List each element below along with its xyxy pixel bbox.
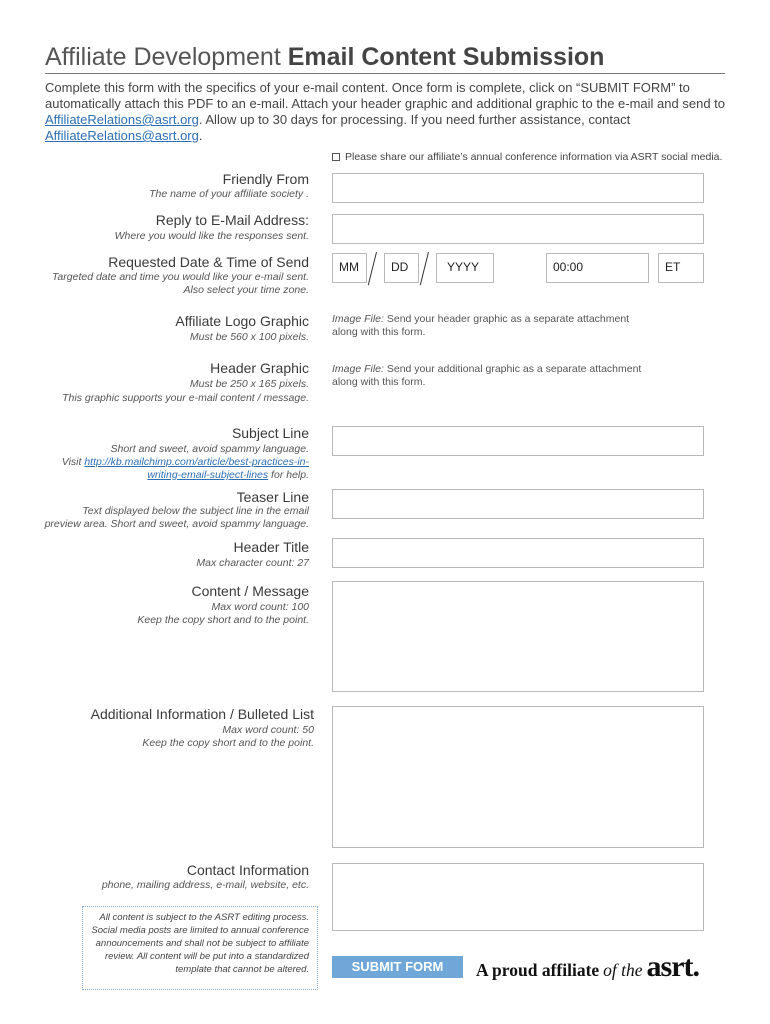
friendly-from-field[interactable] — [332, 173, 704, 203]
submit-form-button[interactable]: SUBMIT FORM — [332, 956, 463, 978]
send-date-hint-2: Also select your time zone. — [183, 284, 309, 296]
subject-line-hint-1: Short and sweet, avoid spammy language. — [110, 443, 309, 455]
subject-line-hint-2 — [62, 456, 309, 469]
asrt-logo-dot: . — [692, 950, 700, 983]
contact-info-hint: phone, mailing address, e-mail, website, etc. — [101, 879, 309, 891]
content-message-hint-1: Max word count: 100 — [211, 601, 309, 613]
header-note-line-2: along with this form. — [332, 376, 426, 388]
proud-affiliate-text: A proud affiliate — [476, 960, 600, 980]
additional-info-hint-1: Max word count: 50 — [222, 724, 314, 736]
header-graphic-note — [332, 363, 641, 389]
logo-note-line-1: Send your header graphic as a separate attachment — [383, 313, 630, 325]
title-bold: Email Content Submission — [287, 43, 605, 71]
email-link-2[interactable]: AffiliateRelations@asrt.org — [45, 128, 199, 143]
additional-info-label: Additional Information / Bulleted List — [90, 706, 314, 722]
header-graphic-label: Header Graphic — [210, 360, 309, 376]
disclaimer-box — [82, 906, 318, 990]
asrt-affiliate-branding — [476, 950, 699, 984]
subject-line-field[interactable] — [332, 426, 704, 456]
content-message-field[interactable] — [332, 581, 704, 692]
of-the-text: of the — [603, 960, 643, 980]
asrt-logo-text: asrt — [646, 950, 693, 983]
disclaimer-line-3: announcements and shall not be subject to affiliate — [95, 938, 309, 949]
header-note-line-1: Send your additional graphic as a separate attachment — [383, 363, 642, 375]
page-title — [45, 42, 725, 74]
day-field[interactable]: DD — [384, 253, 419, 283]
subject-line-label: Subject Line — [231, 425, 309, 441]
month-field[interactable]: MM — [332, 253, 367, 283]
logo-graphic-note — [332, 313, 629, 339]
reply-to-label: Reply to E-Mail Address: — [155, 212, 309, 228]
subject-hint-suffix: for help. — [268, 469, 309, 481]
header-graphic-hint-2: This graphic supports your e-mail content / message. — [62, 392, 309, 404]
intro-text-1: Complete this form with the specifics of your e-mail content. Once form is complete, click on “SUBMIT FORM” to automatically attach this PDF to an e-mail. Attach your header graphic and additional graphic to the e-mail and send to — [45, 80, 725, 111]
logo-graphic-label: Affiliate Logo Graphic — [175, 313, 309, 329]
send-date-hint-1: Targeted date and time you would like your e-mail sent. — [51, 271, 309, 283]
friendly-from-hint: The name of your affiliate society . — [149, 188, 309, 200]
reply-to-hint: Where you would like the responses sent. — [114, 230, 309, 242]
email-link-1[interactable]: AffiliateRelations@asrt.org — [45, 112, 199, 127]
share-conference-option — [332, 151, 722, 163]
time-zone-field[interactable]: ET — [658, 253, 704, 283]
subject-hint-prefix: Visit — [61, 456, 85, 468]
mailchimp-link-line-1[interactable]: http://kb.mailchimp.com/article/best-practices-in- — [84, 456, 309, 468]
disclaimer-line-5: template that cannot be altered. — [175, 964, 309, 975]
teaser-line-hint-2: preview area. Short and sweet, avoid spammy language. — [44, 518, 309, 530]
header-title-label: Header Title — [233, 539, 309, 555]
friendly-from-label: Friendly From — [222, 171, 309, 187]
send-date-label: Requested Date & Time of Send — [108, 254, 309, 270]
teaser-line-label: Teaser Line — [236, 489, 309, 505]
intro-paragraph — [45, 80, 725, 144]
intro-text-2: . Allow up to 30 days for processing. If you need further assistance, contact — [198, 112, 631, 127]
additional-info-hint-2: Keep the copy short and to the point. — [142, 737, 314, 749]
disclaimer-line-1: All content is subject to the ASRT editing process. — [99, 912, 309, 923]
intro-text-3: . — [198, 128, 203, 143]
disclaimer-line-4: review. All content will be put into a standardized — [104, 951, 309, 962]
year-field[interactable]: YYYY — [436, 253, 494, 283]
subject-line-hint-3 — [147, 469, 309, 482]
contact-info-field[interactable] — [332, 863, 704, 931]
date-separator-1 — [372, 252, 374, 284]
header-title-hint: Max character count: 27 — [196, 557, 309, 569]
header-title-field[interactable] — [332, 538, 704, 568]
asrt-logo — [647, 950, 699, 984]
teaser-line-field[interactable] — [332, 489, 704, 519]
title-plain: Affiliate Development — [45, 43, 288, 71]
reply-to-email-field[interactable] — [332, 214, 704, 244]
logo-graphic-hint: Must be 560 x 100 pixels. — [189, 331, 309, 343]
disclaimer-line-2: Social media posts are limited to annual conference — [91, 925, 309, 936]
teaser-line-hint-1: Text displayed below the subject line in the email — [82, 505, 309, 517]
date-separator-2 — [424, 252, 426, 284]
content-message-hint-2: Keep the copy short and to the point. — [137, 614, 309, 626]
logo-note-prefix: Image File: — [332, 313, 384, 325]
logo-note-line-2: along with this form. — [332, 326, 426, 338]
share-conference-checkbox[interactable] — [332, 153, 340, 161]
time-field[interactable]: 00:00 — [546, 253, 649, 283]
additional-info-field[interactable] — [332, 706, 704, 848]
mailchimp-link-line-2[interactable]: writing-email-subject-lines — [147, 469, 269, 481]
contact-info-label: Contact Information — [186, 862, 309, 878]
header-graphic-hint-1: Must be 250 x 165 pixels. — [189, 378, 309, 390]
content-message-label: Content / Message — [191, 583, 309, 599]
header-note-prefix: Image File: — [332, 363, 384, 375]
share-conference-label: Please share our affiliate’s annual conference information via ASRT social media. — [345, 151, 723, 163]
